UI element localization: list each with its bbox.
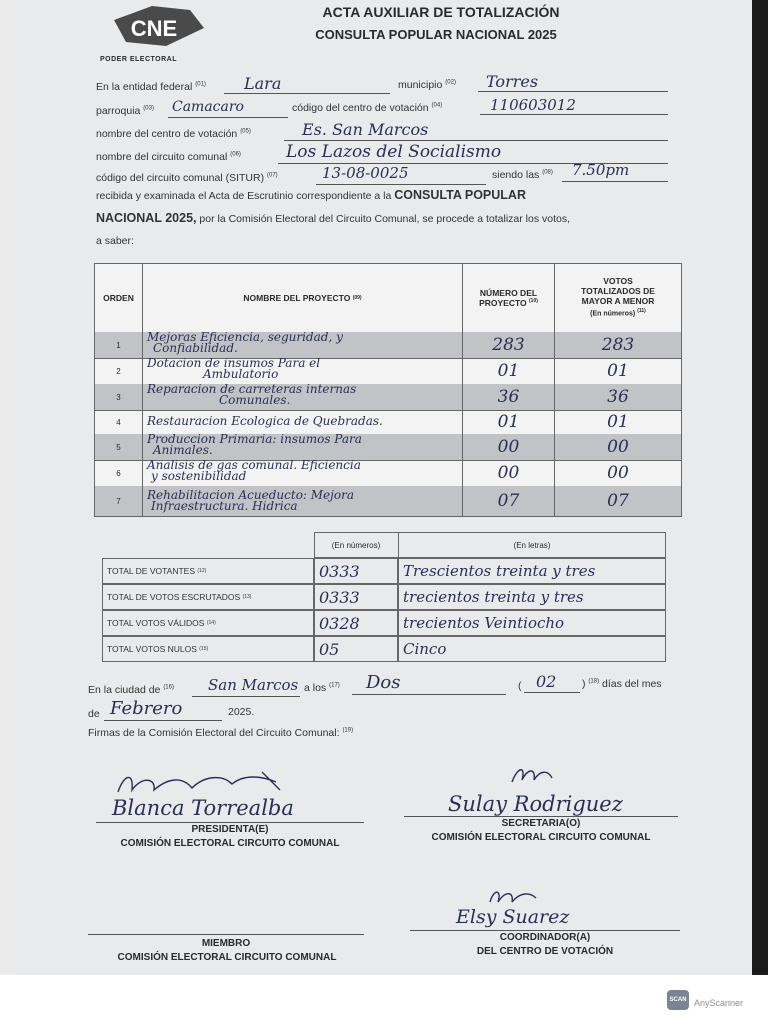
signature-line-miembro — [88, 934, 364, 935]
row-project-name: Restauracion Ecologica de Quebradas. — [143, 410, 463, 434]
signature-name-presidenta: Blanca Torrealba — [112, 796, 294, 820]
anyscanner-watermark: AnyScanner — [694, 998, 744, 1008]
totals-header-letras: (En letras) — [513, 540, 551, 550]
project-row-5 — [95, 434, 681, 461]
entidad-label: En la entidad federal $^{(01)}$ — [96, 81, 206, 93]
role-miembro: MIEMBRO — [201, 938, 251, 949]
row-votes: 01 — [607, 412, 629, 432]
total-votantes-number: 0333 — [314, 558, 398, 584]
a-los-label: a los $^{(17)}$ — [304, 682, 340, 694]
mes-line — [104, 720, 222, 721]
codigo-circuito-label: código del circuito comunal (SITUR) $^{(07)}$ — [96, 172, 278, 184]
logo-text: CNE — [130, 16, 178, 41]
intro-line-2: NACIONAL 2025, por la Comisión Electoral del Circuito Comunal, se procede a totalizar los votos, — [96, 211, 571, 225]
dias-label: ) $^{(18)}$ días del mes — [582, 678, 662, 690]
totals-table — [102, 532, 666, 664]
document-title: ACTA AUXILIAR DE TOTALIZACIÓN — [322, 4, 560, 20]
dias-value: 02 — [536, 672, 557, 691]
nombre-circuito-label: nombre del circuito comunal $^{(06)}$ — [96, 151, 241, 163]
nombre-circuito-value: Los Lazos del Socialismo — [286, 142, 502, 162]
total-votantes-words: Trescientos treinta y tres — [398, 558, 666, 584]
project-row-2 — [95, 358, 681, 385]
a-los-value: Dos — [366, 672, 401, 693]
total-nulos-number: 05 — [314, 636, 398, 662]
municipio-label: municipio $^{(02)}$ — [398, 79, 456, 91]
row-project-number: 00 — [463, 460, 555, 486]
de-label: de — [88, 708, 100, 720]
signature-line-coordinador — [410, 930, 680, 931]
role-coordinador: COORDINADOR(A) — [499, 932, 591, 943]
org-coordinador: DEL CENTRO DE VOTACIÓN — [476, 946, 614, 957]
siendo-value: 7.50pm — [572, 161, 630, 179]
row-project-number: 01 — [463, 358, 555, 384]
project-row-3 — [95, 384, 681, 411]
role-secretaria: SECRETARIA(O) — [501, 818, 581, 829]
header-numero: NÚMERO DEL PROYECTO $^{(10)}$ — [463, 264, 555, 332]
signature-name-secretaria: Sulay Rodriguez — [448, 792, 623, 816]
codigo-centro-value: 110603012 — [490, 96, 576, 114]
mes-value: Febrero — [110, 698, 183, 719]
row-votes: 07 — [607, 491, 629, 511]
parroquia-line — [168, 117, 288, 118]
entidad-line — [224, 93, 390, 94]
firmas-label: Firmas de la Comisión Electoral del Circuito Comunal: $^{(19)}$ — [88, 727, 354, 739]
row-project-name: Produccion Primaria: insumos Para Animales. — [143, 434, 463, 460]
row-orden: 1 — [95, 332, 143, 358]
municipio-line — [478, 91, 668, 92]
intro-line-1: recibida y examinada el Acta de Escrutinio correspondiente a la CONSULTA POPULAR — [96, 188, 526, 202]
total-votantes-label: TOTAL DE VOTANTES (12) — [102, 558, 314, 584]
ciudad-label: En la ciudad de $^{(16)}$ — [88, 684, 174, 696]
signature-line-presidenta — [96, 822, 364, 823]
row-orden: 5 — [95, 434, 143, 460]
org-presidenta: COMISIÓN ELECTORAL CIRCUITO COMUNAL — [120, 838, 340, 849]
row-votes: 00 — [607, 437, 629, 457]
row-project-name: Analisis de gas comunal. Eficiencia y sostenibilidad — [143, 460, 463, 486]
dias-line — [524, 692, 580, 693]
project-row-1 — [95, 332, 681, 359]
row-orden: 4 — [95, 410, 143, 434]
row-orden: 7 — [95, 486, 143, 516]
header-orden: ORDEN — [95, 264, 143, 332]
cne-logo-mark — [100, 2, 210, 58]
signature-scribble-secretaria — [508, 762, 556, 790]
org-secretaria: COMISIÓN ELECTORAL CIRCUITO COMUNAL — [431, 832, 651, 843]
codigo-centro-label: código del centro de votación $^{(04)}$ — [292, 102, 443, 114]
logo-caption: PODER ELECTORAL — [100, 56, 177, 63]
nombre-centro-label: nombre del centro de votación $^{(05)}$ — [96, 128, 251, 140]
nombre-centro-line — [284, 140, 668, 141]
row-project-number: 07 — [463, 486, 555, 516]
scan-left-margin — [0, 0, 16, 975]
siendo-line — [562, 181, 668, 182]
signature-line-secretaria — [404, 816, 678, 817]
document-subtitle: CONSULTA POPULAR NACIONAL 2025 — [315, 27, 557, 42]
a-los-line — [352, 694, 506, 695]
project-row-7 — [95, 486, 681, 516]
municipio-value: Torres — [486, 72, 539, 91]
row-project-name: Dotacion de insumos Para el Ambulatorio — [143, 358, 463, 384]
codigo-centro-line — [480, 114, 668, 115]
codigo-circuito-value: 13-08-0025 — [322, 164, 409, 182]
totals-header-numeros: (En números) — [331, 540, 381, 550]
role-presidenta: PRESIDENTA(E) — [191, 824, 269, 835]
anyscanner-icon: SCAN — [667, 990, 689, 1010]
total-nulos-words: Cinco — [398, 636, 666, 662]
header-nombre: NOMBRE DEL PROYECTO (09) — [143, 264, 463, 332]
row-orden: 3 — [95, 384, 143, 410]
totals-header-box — [314, 532, 666, 558]
total-escrutados-label: TOTAL DE VOTOS ESCRUTADOS (13) — [102, 584, 314, 610]
total-escrutados-words: trecientos treinta y tres — [398, 584, 666, 610]
total-escrutados-number: 0333 — [314, 584, 398, 610]
project-table-header — [95, 264, 681, 333]
row-project-number: 00 — [463, 434, 555, 460]
intro-line-3: a saber: — [96, 235, 134, 247]
row-project-name: Mejoras Eficiencia, seguridad, y Confiabilidad. — [143, 332, 463, 358]
ciudad-line — [192, 696, 300, 697]
row-project-number: 01 — [463, 410, 555, 434]
entidad-value: Lara — [244, 74, 282, 93]
total-nulos-label: TOTAL VOTOS NULOS (15) — [102, 636, 314, 662]
scan-right-margin — [752, 0, 768, 975]
total-validos-words: trecientos Veintiocho — [398, 610, 666, 636]
dias-open-paren: ( — [518, 680, 522, 692]
row-votes: 01 — [607, 361, 629, 381]
year-label: 2025. — [228, 706, 255, 718]
row-project-number: 36 — [463, 384, 555, 410]
row-votes: 283 — [601, 335, 635, 355]
nombre-centro-value: Es. San Marcos — [302, 120, 429, 139]
row-votes: 36 — [607, 387, 629, 407]
total-validos-label: TOTAL VOTOS VÁLIDOS (14) — [102, 610, 314, 636]
row-votes: 00 — [607, 463, 629, 483]
totals-header-divider — [398, 532, 399, 558]
row-orden: 6 — [95, 460, 143, 486]
project-row-6 — [95, 460, 681, 487]
row-project-number: 283 — [463, 332, 555, 358]
header-votos: VOTOS TOTALIZADOS DE MAYOR A MENOR (En números) $^{(11)}$ — [581, 276, 655, 318]
org-miembro: COMISIÓN ELECTORAL CIRCUITO COMUNAL — [117, 952, 337, 963]
parroquia-value: Camacaro — [172, 99, 244, 115]
row-project-name: Reparacion de carreteras internas Comunales. — [143, 384, 463, 410]
project-table — [94, 263, 682, 517]
row-project-name: Rehabilitacion Acueducto: Mejora Infraestructura. Hidrica — [143, 486, 463, 516]
ciudad-value: San Marcos — [208, 676, 299, 694]
parroquia-label: parroquia $^{(03)}$ — [96, 105, 154, 117]
signature-name-coordinador: Elsy Suarez — [456, 906, 570, 928]
row-orden: 2 — [95, 358, 143, 384]
document-sheet — [16, 0, 752, 975]
siendo-label: siendo las $^{(08)}$ — [492, 169, 553, 181]
total-validos-number: 0328 — [314, 610, 398, 636]
